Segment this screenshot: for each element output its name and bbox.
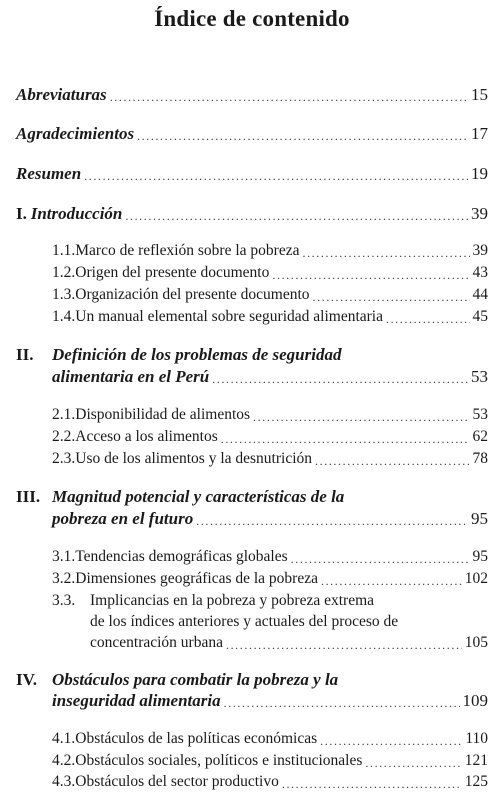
toc-entry-abreviaturas[interactable] [16,86,488,103]
entry-text: Agradecimientos [16,124,135,143]
toc-subsection-4-2[interactable] [52,753,488,769]
entry-page: 110 [465,730,488,747]
toc-subsection-3-3[interactable] [90,635,488,651]
entry-text: Acceso a los alimentos [75,428,218,445]
toc-section-1[interactable] [16,205,488,222]
toc-section-4[interactable] [52,692,488,709]
section-number: III. [16,487,41,506]
entry-page: 45 [472,308,488,325]
dot-leader [313,291,470,303]
subsection-number: 1.3. [52,286,76,303]
toc-entry-agradecimientos[interactable] [16,125,488,142]
dot-leader [221,433,470,445]
toc-section-3-line1[interactable] [16,488,488,505]
section-number: II. [16,345,34,364]
entry-text: Tendencias demográficas globales [75,548,288,565]
entry-text: Uso de los alimentos y la desnutrición [75,450,313,467]
entry-page: 17 [471,124,488,143]
entry-text: Obstáculos sociales, políticos e institucionales [75,752,363,769]
dot-leader [125,210,468,222]
subsection-number: 3.2. [52,570,76,587]
toc-section-4-line1[interactable] [16,671,488,688]
entry-page: 43 [472,264,488,281]
toc-section-3[interactable] [52,510,488,527]
subsection-number: 2.2. [52,428,76,445]
entry-page: 102 [464,570,488,587]
entry-text: Origen del presente documento [75,264,270,281]
toc-subsection-4-3[interactable] [52,774,488,790]
entry-page: 62 [472,428,488,445]
entry-page: 105 [464,634,488,651]
toc-subsection-2-1[interactable] [52,407,488,423]
entry-page: 109 [462,691,488,710]
entry-text: Introducción [30,204,123,223]
toc-subsection-2-2[interactable] [52,429,488,445]
subsection-number: 3.1. [52,548,76,565]
toc-subsection-2-3[interactable] [52,451,488,467]
subsection-number: 4.3. [52,773,76,790]
toc-section-2-line1[interactable] [16,346,488,363]
entry-text: Implicancias en la pobreza y pobreza extrema [90,592,375,609]
dot-leader [137,130,468,142]
entry-text: Organización del presente documento [75,286,310,303]
subsection-number: 2.1. [52,406,76,423]
section-number: IV. [16,670,37,689]
entry-page: 39 [472,242,488,259]
subsection-number: 1.4. [52,308,76,325]
dot-leader [226,639,462,651]
toc-subsection-3-3-line1[interactable] [52,593,374,609]
dot-leader [365,757,461,769]
toc-entry-resumen[interactable] [16,165,488,182]
entry-page: 15 [471,85,488,104]
entry-page: 125 [464,773,488,790]
entry-text: Definición de los problemas de seguridad [52,345,342,364]
dot-leader [282,778,462,790]
toc-subsection-1-1[interactable] [52,243,488,259]
entry-page: 53 [471,367,488,386]
subsection-number: 4.1. [52,730,76,747]
entry-text: Magnitud potencial y características de la [52,487,345,506]
entry-text: alimentaria en el Perú [52,367,210,386]
subsection-number: 2.3. [52,450,76,467]
entry-text: Resumen [16,164,82,183]
subsection-number: 4.2. [52,752,76,769]
entry-text: Dimensiones geográficas de la pobreza [75,570,318,587]
page-title: Índice de contenido [154,6,350,31]
entry-page: 95 [471,509,488,528]
dot-leader [253,411,469,423]
entry-page: 95 [472,548,488,565]
entry-text: Disponibilidad de alimentos [75,406,251,423]
dot-leader [272,269,469,281]
section-number: I. [16,204,27,223]
subsection-number: 1.2. [52,264,76,281]
entry-text: Obstáculos del sector productivo [75,773,279,790]
entry-page: 44 [472,286,488,303]
dot-leader [291,553,470,565]
dot-leader [196,515,468,527]
toc-subsection-4-1[interactable] [52,731,488,747]
entry-text: Marco de reflexión sobre la pobreza [75,242,300,259]
toc-subsection-1-4[interactable] [52,309,488,325]
dot-leader [315,455,469,467]
entry-text: Abreviaturas [16,85,107,104]
entry-text: de los índices anteriores y actuales del proceso de [90,613,399,630]
dot-leader [110,91,468,103]
entry-text: Un manual elemental sobre seguridad alimentaria [75,308,383,325]
subsection-number: 3.3. [52,592,76,609]
dot-leader [302,247,469,259]
entry-text: inseguridad alimentaria [52,691,221,710]
dot-leader [224,697,460,709]
entry-page: 39 [471,204,488,223]
entry-page: 78 [472,450,488,467]
entry-page: 19 [471,164,488,183]
entry-page: 53 [472,406,488,423]
entry-text: Obstáculos de las políticas económicas [75,730,318,747]
dot-leader [84,170,468,182]
toc-subsection-3-1[interactable] [52,549,488,565]
dot-leader [320,735,462,747]
toc-subsection-1-3[interactable] [52,287,488,303]
entry-text: concentración urbana [90,634,223,651]
dot-leader [321,575,462,587]
subsection-number: 1.1. [52,242,76,259]
toc-subsection-3-3-line2 [90,614,398,630]
dot-leader [212,373,468,385]
entry-text: pobreza en el futuro [52,509,194,528]
toc-subsection-1-2[interactable] [52,265,488,281]
entry-text: Obstáculos para combatir la pobreza y la [52,670,339,689]
dot-leader [386,313,470,325]
toc-section-2[interactable] [52,368,488,385]
toc-subsection-3-2[interactable] [52,571,488,587]
entry-page: 121 [464,752,488,769]
